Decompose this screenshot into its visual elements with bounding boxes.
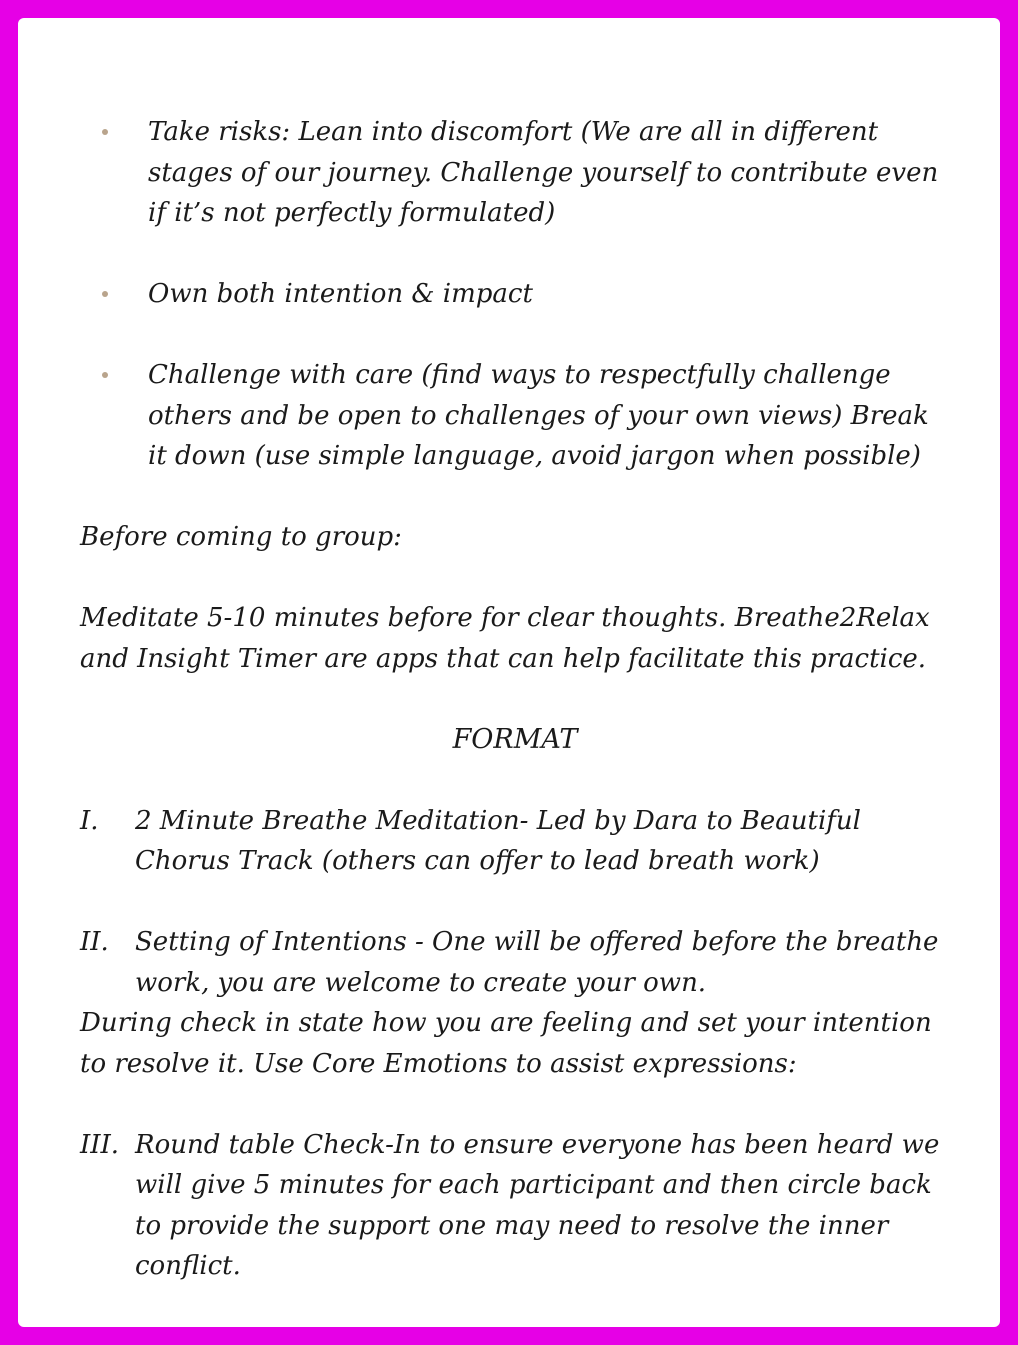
bullet-challenge-with-care: [80, 355, 950, 477]
format-item-numeral: III.: [80, 1129, 120, 1160]
document-content: [80, 112, 950, 1287]
format-item-1: [80, 801, 950, 882]
before-group-heading: Before coming to group:: [80, 522, 402, 552]
bullet-dot-icon: [102, 129, 108, 135]
bullet-text: Own both intention & impact: [148, 279, 533, 309]
format-item-numeral: I.: [80, 805, 99, 836]
checkin-note: During check in state how you are feeling and set your intention to resolve it. Use Core Emotions to assist expressions:: [80, 1008, 932, 1079]
bullet-text: Challenge with care (find ways to respectfully challenge others and be open to challenges of your own views) Break it down (use simple language, avoid jargon when possible): [148, 360, 929, 471]
before-group-text: Meditate 5-10 minutes before for clear thoughts. Breathe2Relax and Insight Timer are apps that can help facilitate this practice.: [80, 603, 930, 674]
format-heading: FORMAT: [452, 723, 578, 755]
format-item-text: 2 Minute Breathe Meditation- Led by Dara to Beautiful Chorus Track (others can offer to lead breath work): [135, 805, 861, 876]
bullet-take-risks: [80, 112, 950, 234]
bullet-own-intention: [80, 274, 950, 315]
format-item-text: Round table Check-In to ensure everyone has been heard we will give 5 minutes for each participant and then circle back to provide the support one may need to resolve the inner conflict.: [135, 1129, 940, 1281]
bullet-text: Take risks: Lean into discomfort (We are all in different stages of our journey. Challenge yourself to contribute even if it’s not perfectly formulated): [148, 117, 939, 228]
format-item-numeral: II.: [80, 927, 109, 957]
format-item-text: Setting of Intentions - One will be offered before the breathe work, you are welcome to create your own.: [135, 927, 939, 998]
bullet-dot-icon: [102, 291, 108, 297]
format-item-2: [80, 922, 950, 1003]
format-item-3: [80, 1125, 950, 1287]
bullet-dot-icon: [102, 372, 108, 378]
document-page: [18, 18, 1000, 1327]
